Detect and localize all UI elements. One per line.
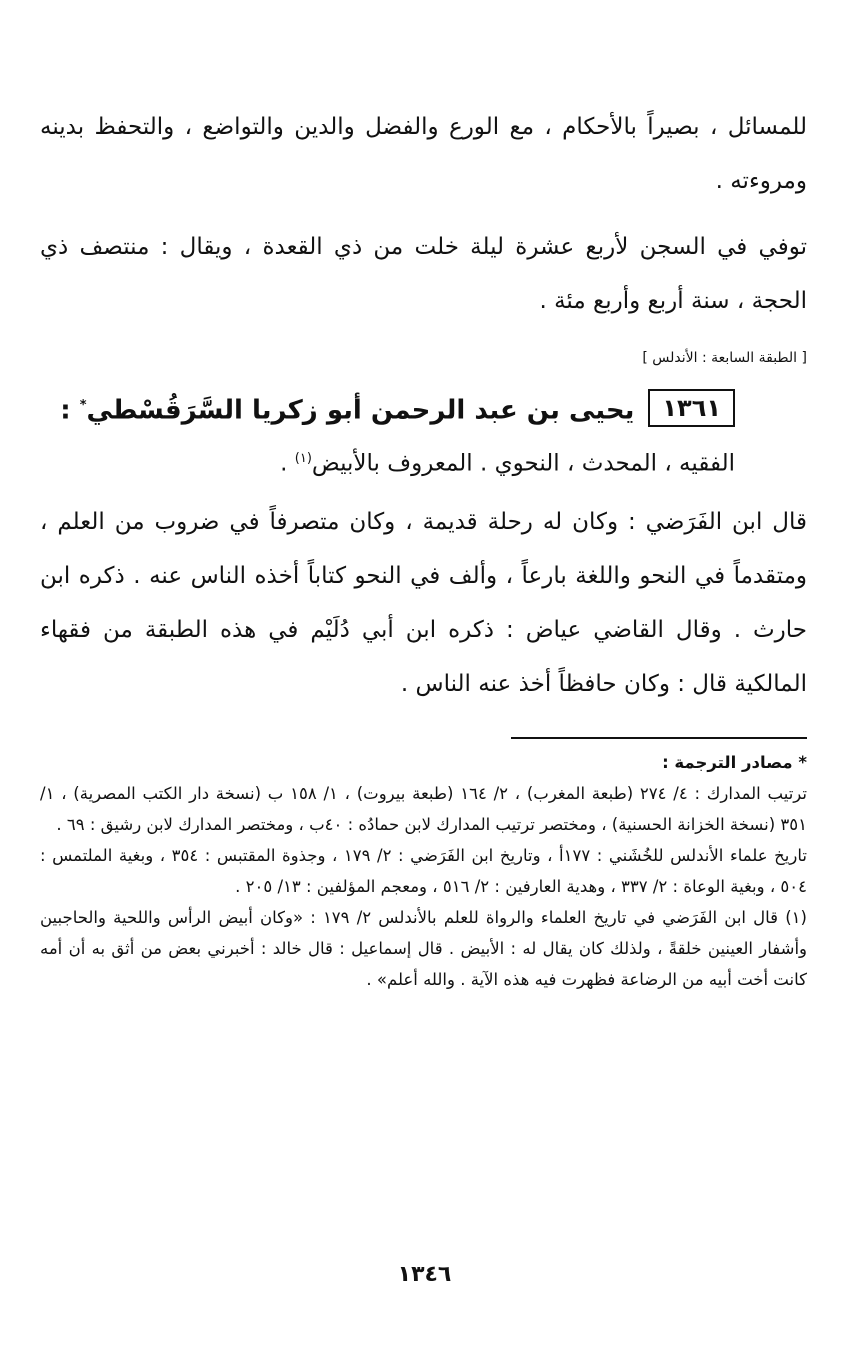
entry-description-text: الفقيه ، المحدث ، النحوي . المعروف بالأبيض <box>311 450 735 477</box>
section-tag: [ الطبقة السابعة : الأندلس ] <box>642 350 807 366</box>
entry-star: * <box>79 398 87 413</box>
footnotes-heading: * مصادر الترجمة : <box>662 753 807 773</box>
footnote-1: (١) قال ابن الفَرَضي في تاريخ العلماء والرواة للعلم بالأندلس ٢/ ١٧٩ : «وكان أبيض الرأس واللحية والحاجبين وأشفار العينين خلقةً ، ولذلك كان يقال له : الأبيض . قال إسماعيل : قال خالد : أخبرني بعض من أثق به أن أمه كانت أخت أبيه من الرضاعة فظهرت فيه هذه الآية . والله أعلم» . <box>40 908 807 990</box>
entry-colon: : <box>60 395 80 426</box>
entry-description-note: (١) <box>294 450 312 466</box>
opening-text <box>40 100 807 328</box>
footnote-separator <box>511 737 807 739</box>
entry-name: يحيى بن عبد الرحمن أبو زكريا السَّرَقُسْطي <box>86 395 635 426</box>
paragraph-death: توفي في السجن لأربع عشرة ليلة خلت من ذي القعدة ، ويقال : منتصف ذي الحجة ، سنة أربع وأربع مئة . <box>40 234 807 314</box>
entry-number: ١٣٦١ <box>648 389 735 427</box>
footnote-sources-1: ترتيب المدارك : ٤/ ٢٧٤ (طبعة المغرب) ، ٢/ ١٦٤ (طبعة بيروت) ، ١/ ١٥٨ ب (نسخة دار الكتب المصرية) ، ١/ ٣٥١ (نسخة الخزانة الحسنية) ، ومختصر ترتيب المدارك لابن حمادُه : ٤٠ب ، ومختصر المدارك لابن رشيق : ٦٩ . <box>40 784 807 835</box>
footnote-sources-2: تاريخ علماء الأندلس للخُشَني : ١٧٧أ ، وتاريخ ابن الفَرَضي : ٢/ ١٧٩ ، وجذوة المقتبس : ٣٥٤ ، وبغية الملتمس : ٥٠٤ ، وبغية الوعاة : ٢/ ٣٣٧ ، وهدية العارفين : ٢/ ٥١٦ ، ومعجم المؤلفين : ١٣/ ٢٠٥ . <box>40 846 807 897</box>
page-number: ١٣٤٦ <box>397 1262 452 1287</box>
page-content <box>40 100 807 995</box>
entry-description-end: . <box>280 450 295 477</box>
footnotes <box>40 747 807 995</box>
entry-name-wrap <box>60 382 634 435</box>
entry-heading <box>40 382 735 435</box>
entry-body: قال ابن الفَرَضي : وكان له رحلة قديمة ، وكان متصرفاً في ضروب من العلم ، ومتقدماً في النحو واللغة بارعاً ، وألف في النحو كتاباً أخذه الناس عنه . ذكره ابن حارث . وقال القاضي عياض : ذكره ابن أبي دُلَيْم في هذه الطبقة من فقهاء المالكية قال : وكان حافظاً أخذ عنه الناس . <box>40 509 807 698</box>
entry-description <box>40 435 735 488</box>
paragraph-continuation: للمسائل ، بصيراً بالأحكام ، مع الورع والفضل والدين والتواضع ، والتحفظ بدينه ومروءته . <box>40 114 807 194</box>
